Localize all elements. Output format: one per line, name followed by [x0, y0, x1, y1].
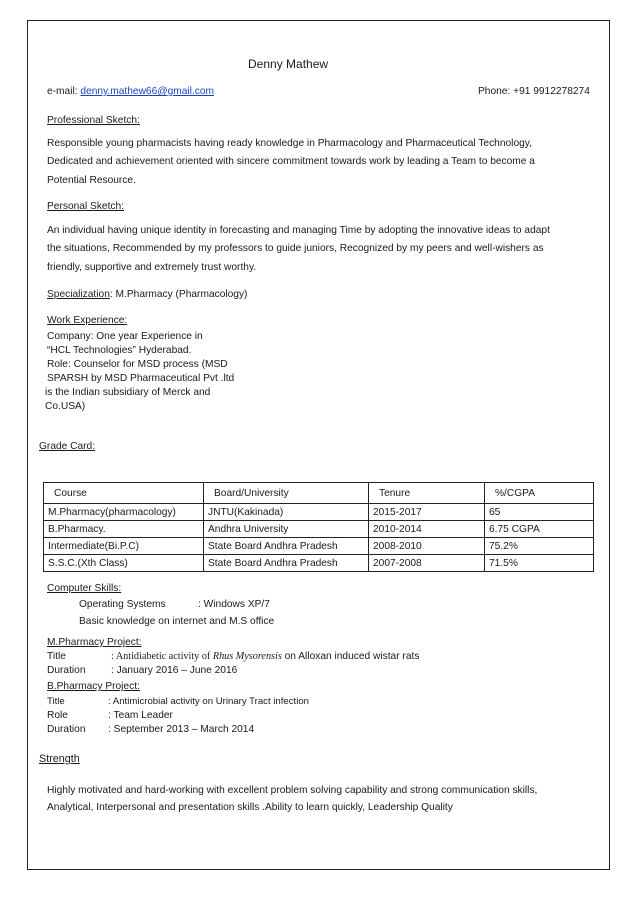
bpharm-role-label: Role — [47, 710, 68, 721]
cell-course: S.S.C.(Xth Class) — [44, 555, 204, 572]
phone: Phone: +91 9912278274 — [478, 86, 590, 97]
mpharm-title-label: Title — [47, 651, 66, 662]
cell-cgpa: 75.2% — [485, 538, 594, 555]
header-course: Course — [44, 483, 204, 504]
professional-heading: Professional Sketch: — [47, 115, 140, 126]
cell-course: M.Pharmacy(pharmacology) — [44, 504, 204, 521]
header-tenure: Tenure — [369, 483, 485, 504]
header-board: Board/University — [204, 483, 369, 504]
specialization-label: Specialization — [47, 289, 110, 300]
grade-heading: Grade Card: — [39, 441, 96, 452]
mpharm-title-prefix: : Antidiabetic activity of — [111, 651, 213, 662]
professional-line: Potential Resource. — [47, 175, 136, 186]
cell-board: State Board Andhra Pradesh — [204, 538, 369, 555]
bpharm-title-value: : Antimicrobial activity on Urinary Tract infection — [108, 696, 310, 707]
cell-board: State Board Andhra Pradesh — [204, 555, 369, 572]
work-line: Role: Counselor for MSD process (MSD — [47, 359, 228, 370]
personal-heading: Personal Sketch: — [47, 201, 125, 212]
bpharm-role-value: : Team Leader — [108, 710, 173, 721]
mpharm-title-italic: Rhus Mysorensis — [212, 651, 282, 662]
mpharm-duration-label: Duration — [47, 665, 86, 676]
professional-line: Responsible young pharmacists having ready knowledge in Pharmacology and Pharmaceutical Technology, — [47, 138, 532, 149]
cell-course: B.Pharmacy. — [44, 521, 204, 538]
cell-cgpa: 71.5% — [485, 555, 594, 572]
personal-line: An individual having unique identity in forecasting and managing Time by adopting the innovative ideas to adapt — [47, 225, 550, 236]
bpharm-title-label: Title — [47, 696, 65, 707]
work-line: “HCL Technologies” Hyderabad. — [47, 345, 192, 356]
cell-tenure: 2007-2008 — [369, 555, 485, 572]
table-row — [44, 555, 594, 572]
mpharm-title — [111, 651, 419, 662]
work-heading: Work Experience: — [47, 315, 128, 326]
email-link[interactable]: denny.mathew66@gmail.com — [80, 86, 215, 97]
specialization-row — [47, 289, 247, 300]
mpharm-title-suffix: on Alloxan induced wistar rats — [281, 651, 420, 662]
header-cgpa: %/CGPA — [485, 483, 594, 504]
table-row — [44, 521, 594, 538]
professional-line: Dedicated and achievement oriented with sincere commitment towards work by leading a Team to become a — [47, 156, 535, 167]
strength-line: Analytical, Interpersonal and presentation skills .Ability to learn quickly, Leadership Quality — [47, 802, 453, 813]
email-label: e-mail: — [47, 86, 78, 97]
mpharm-duration-value: : January 2016 – June 2016 — [111, 665, 238, 676]
work-line: SPARSH by MSD Pharmaceutical Pvt .ltd — [47, 373, 235, 384]
table-header-row — [44, 483, 594, 504]
bpharm-duration-label: Duration — [47, 724, 86, 735]
cell-board: Andhra University — [204, 521, 369, 538]
cell-board: JNTU(Kakinada) — [204, 504, 369, 521]
mpharm-project-heading: M.Pharmacy Project: — [47, 637, 142, 648]
bpharm-project-heading: B.Pharmacy Project: — [47, 681, 140, 692]
table-row — [44, 504, 594, 521]
os-value: : Windows XP/7 — [198, 599, 270, 610]
strength-heading: Strength — [39, 753, 80, 765]
grade-table — [43, 482, 594, 572]
email-row — [47, 86, 214, 97]
basic-knowledge: Basic knowledge on internet and M.S office — [79, 616, 275, 627]
cell-cgpa: 6.75 CGPA — [485, 521, 594, 538]
cell-cgpa: 65 — [485, 504, 594, 521]
personal-line: the situations, Recommended by my professors to guide juniors, Recognized by my peers and well-wishers as — [47, 243, 544, 254]
cell-tenure: 2008-2010 — [369, 538, 485, 555]
bpharm-duration-value: : September 2013 – March 2014 — [108, 724, 255, 735]
table-row — [44, 538, 594, 555]
cell-course: Intermediate(Bi.P.C) — [44, 538, 204, 555]
computer-heading: Computer Skills: — [47, 583, 122, 594]
os-label: Operating Systems — [79, 599, 166, 610]
cell-tenure: 2010-2014 — [369, 521, 485, 538]
work-line: Company: One year Experience in — [47, 331, 203, 342]
cell-tenure: 2015-2017 — [369, 504, 485, 521]
work-line: Co.USA) — [45, 401, 86, 412]
strength-line: Highly motivated and hard-working with excellent problem solving capability and strong communication skills, — [47, 785, 538, 796]
candidate-name: Denny Mathew — [248, 57, 329, 71]
specialization-value: : M.Pharmacy (Pharmacology) — [109, 289, 248, 300]
personal-line: friendly, supportive and extremely trust worthy. — [47, 262, 257, 273]
work-line: is the Indian subsidiary of Merck and — [45, 387, 211, 398]
